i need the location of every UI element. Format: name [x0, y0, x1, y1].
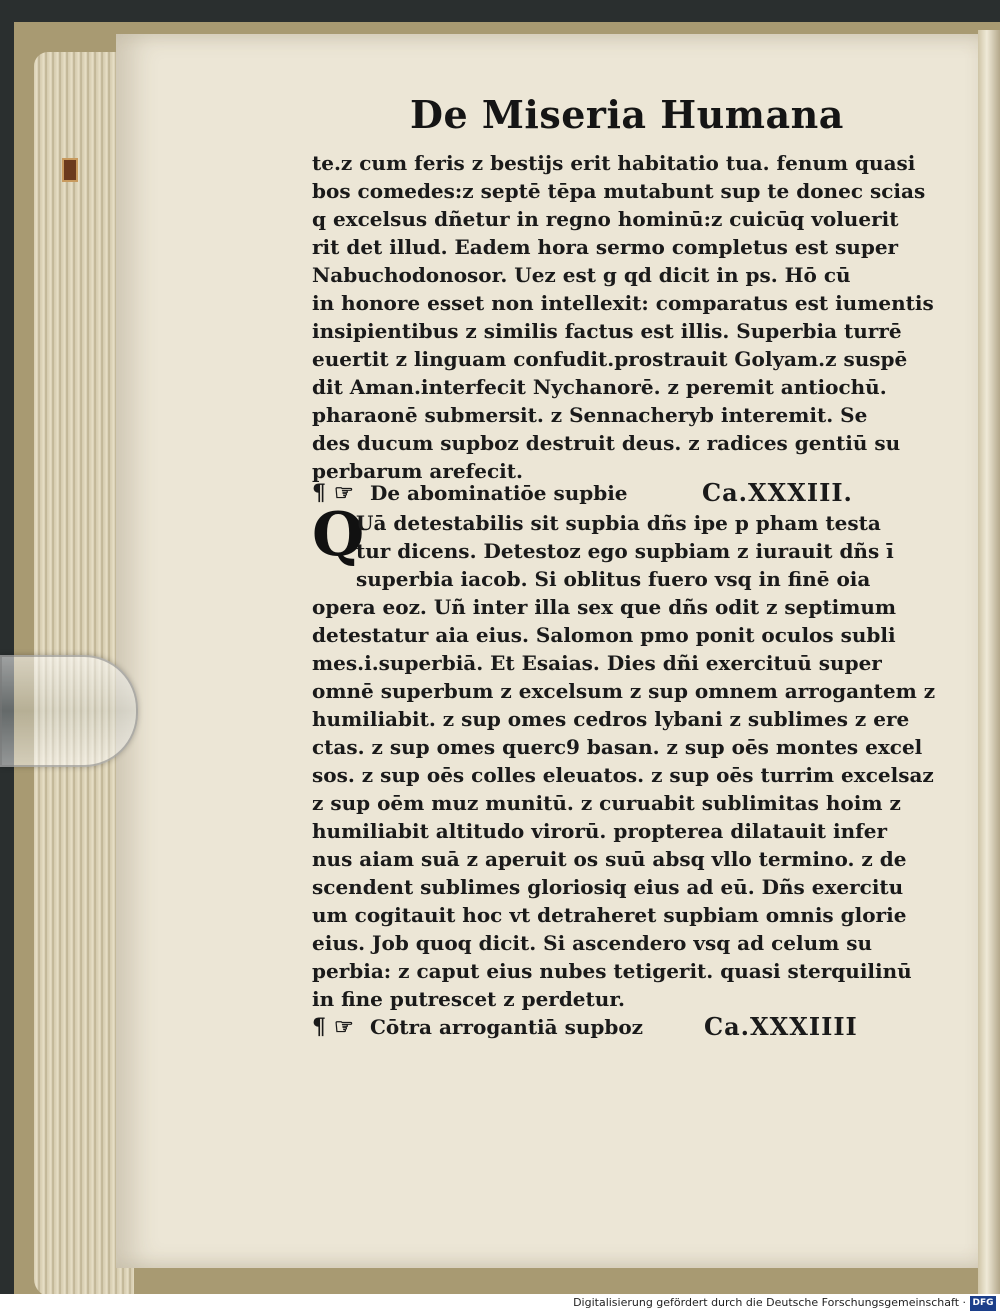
text-line: scendent sublimes gloriosiq eius ad eū. Dñs exercitu — [312, 875, 904, 899]
text-line: tur dicens. Detestoz ego supbiam z iurauit dñs ī — [356, 539, 894, 563]
chapter-heading-34 — [312, 1012, 858, 1042]
glass-page-clip — [0, 655, 138, 767]
text-line: sos. z sup oēs colles eleuatos. z sup oēs turrim excelsaz — [312, 763, 934, 787]
pilcrow-icon: ¶ — [312, 1014, 326, 1040]
text-line: humiliabit altitudo virorū. propterea dilatauit infer — [312, 819, 888, 843]
text-line: perbarum arefecit. — [312, 459, 523, 483]
text-line: superbia iacob. Si oblitus fuero vsq in finē oia — [356, 567, 871, 591]
right-page-edge — [978, 30, 1000, 1302]
dfg-logo: DFG — [970, 1296, 996, 1311]
text-line: pharaonē submersit. z Sennacheryb interemit. Se — [312, 403, 868, 427]
pilcrow-icon: ¶ — [312, 480, 326, 506]
text-line: opera eoz. Uñ inter illa sex que dñs odit z septimum — [312, 595, 897, 619]
manicule-hand-icon: ☞ — [334, 480, 354, 506]
text-line: Uā detestabilis sit supbia dñs ipe p pham testa — [356, 511, 881, 535]
text-line: euertit z linguam confudit.prostrauit Golyam.z suspē — [312, 347, 908, 371]
text-line: q excelsus dñetur in regno hominū:z cuicūq voluerit — [312, 207, 899, 231]
text-line: in honore esset non intellexit: comparatus est iumentis — [312, 291, 934, 315]
text-line: um cogitauit hoc vt detraheret supbiam omnis glorie — [312, 903, 907, 927]
text-line: z sup oēm muz munitū. z curuabit sublimitas hoim z — [312, 791, 901, 815]
text-line: omnē superbum z excelsum z sup omnem arrogantem z — [312, 679, 936, 703]
running-header: De Miseria Humana — [410, 92, 844, 137]
text-line: Nabuchodonosor. Uez est g qd dicit in ps. Hō cū — [312, 263, 851, 287]
chapter-number: Ca.XXXIII. — [702, 478, 853, 507]
text-line: des ducum supboz destruit deus. z radices gentiū su — [312, 431, 901, 455]
text-line: te.z cum feris z bestijs erit habitatio tua. fenum quasi — [312, 151, 916, 175]
text-line: insipientibus z similis factus est illis. Superbia turrē — [312, 319, 902, 343]
text-line: bos comedes:z septē tēpa mutabunt sup te donec scias — [312, 179, 926, 203]
chapter-heading-33 — [312, 478, 902, 508]
manicule-hand-icon: ☞ — [334, 1014, 354, 1040]
text-line: ctas. z sup omes querc9 basan. z sup oēs montes excel — [312, 735, 923, 759]
footer-bar — [0, 1294, 1000, 1314]
text-line: in fine putrescet z perdetur. — [312, 987, 625, 1011]
text-line: mes.i.superbiā. Et Esaias. Dies dñi exercituū super — [312, 651, 882, 675]
text-line: nus aiam suā z aperuit os suū absq vllo termino. z de — [312, 847, 907, 871]
chapter-title: De abominatiōe supbie — [370, 481, 628, 505]
chapter-number: Ca.XXXIIII — [704, 1012, 858, 1041]
drop-initial: Q — [312, 500, 365, 570]
text-line: rit det illud. Eadem hora sermo completus est super — [312, 235, 899, 259]
text-line: eius. Job quoq dicit. Si ascendero vsq ad celum su — [312, 931, 873, 955]
footer-credit: Digitalisierung gefördert durch die Deutsche Forschungsgemeinschaft · — [573, 1296, 966, 1309]
text-line: humiliabit. z sup omes cedros lybani z sublimes z ere — [312, 707, 910, 731]
bookmark-tab — [62, 158, 78, 182]
chapter-title: Cōtra arrogantiā supboz — [370, 1015, 644, 1039]
text-line: perbia: z caput eius nubes tetigerit. quasi sterquilinū — [312, 959, 912, 983]
text-line: detestatur aia eius. Salomon pmo ponit oculos subli — [312, 623, 896, 647]
text-line: dit Aman.interfecit Nychanorē. z peremit antiochū. — [312, 375, 887, 399]
